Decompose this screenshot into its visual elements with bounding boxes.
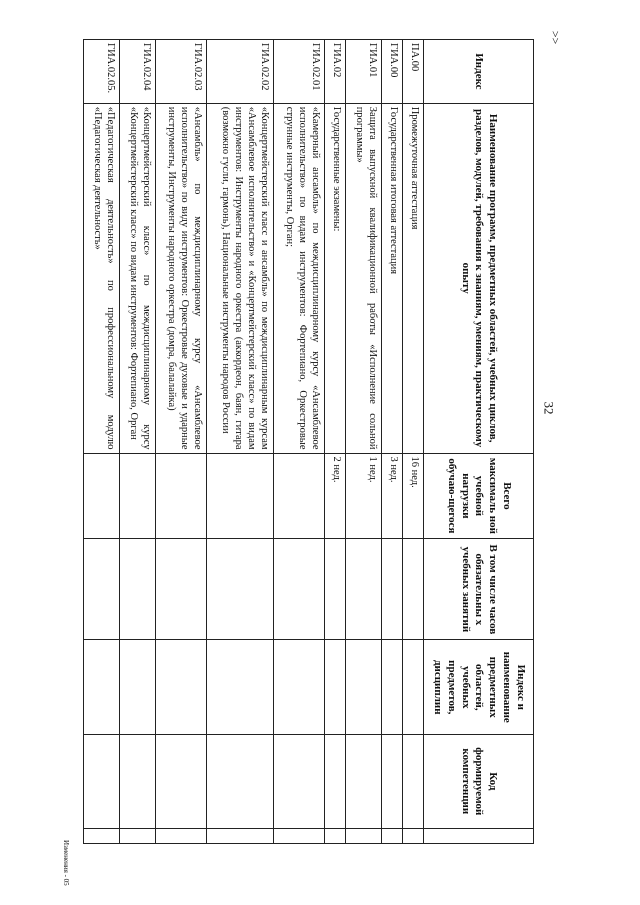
header-code: Код формируемой компетенции xyxy=(424,735,534,828)
row-total xyxy=(207,453,273,539)
row-index: ГИА.02.03 xyxy=(156,40,207,104)
table-header-row xyxy=(424,40,534,844)
header-total: Всего максималь ной учебной нагрузки обучаю-щегося xyxy=(424,453,534,539)
row-index: ПА.00 xyxy=(403,40,424,104)
row-total xyxy=(156,453,207,539)
row-name: Защита выпускной квалификационной работы «Исполнение сольной программы» xyxy=(346,103,382,453)
row-total xyxy=(120,453,156,539)
row-name: Промежуточная аттестация xyxy=(403,103,424,453)
header-extra xyxy=(424,828,534,843)
curriculum-table xyxy=(83,39,534,844)
row-total xyxy=(84,453,120,539)
row-index: ГИА.02.02 xyxy=(207,40,273,104)
table-row xyxy=(120,40,156,844)
table-row xyxy=(325,40,346,844)
row-name: «Камерный ансамбль» по междисциплинарному курсу «Ансамблевое исполнительство» по видам инструментов: Фортепиано, Оркестровые струнные инструменты, Орган; xyxy=(273,103,324,453)
row-index: ГИА.00 xyxy=(382,40,403,104)
row-index: ГИА.01 xyxy=(346,40,382,104)
row-index: ГИА.02.04 xyxy=(120,40,156,104)
table-row xyxy=(346,40,382,844)
row-name: «Ансамбль» по междисциплинарному курсу «Ансамблевое исполнительство» по виду инструментов: Оркестровые духовые и ударные инструменты, Инструменты народного оркестра (домра, балалайка) xyxy=(156,103,207,453)
curriculum-table-wrapper xyxy=(83,39,534,844)
table-row xyxy=(273,40,324,844)
row-index: ГИА.02.05. xyxy=(84,40,120,104)
table-row xyxy=(382,40,403,844)
header-index: Индекс xyxy=(424,40,534,104)
row-name: Государственная итоговая аттестация xyxy=(382,103,403,453)
row-index: ГИА.02 xyxy=(325,40,346,104)
footer-note: Изменения - 05 xyxy=(62,840,70,886)
row-name: «Педагогическая деятельность» по профессиональному модулю «Педагогическая деятельность» xyxy=(84,103,120,453)
header-name: Наименование программ, предметных областей, учебных циклов, разделов, модулей, требования к знаниям, умениям, практическому опыту xyxy=(424,103,534,453)
table-row xyxy=(403,40,424,844)
row-total xyxy=(273,453,324,539)
row-total: 1 нед. xyxy=(346,453,382,539)
row-total: 3 нед. xyxy=(382,453,403,539)
row-index: ГИА.02.01 xyxy=(273,40,324,104)
table-row xyxy=(207,40,273,844)
row-total: 2 нед. xyxy=(325,453,346,539)
row-name: «Концертмейстерский класс и ансамбль» по междисциплинарным курсам «Ансамблевое исполнительство» и «Концертмейстерский класс» по видам инструментов: Инструменты народного оркестра (аккордеон, баян, гитара (возможно гусли, гармонь), Национальные инструменты народов России xyxy=(207,103,273,453)
row-total: 16 нед. xyxy=(403,453,424,539)
header-subj: Индекс и наименование предметных областей, учебных предметов, дисциплин xyxy=(424,640,534,735)
margin-mark: >> xyxy=(548,30,563,45)
table-row xyxy=(84,40,120,844)
table-row xyxy=(156,40,207,844)
row-name: Государственные экзамены: xyxy=(325,103,346,453)
page-number: 32 xyxy=(541,401,557,415)
header-incl: В том числе часов обязательны х учебных занятий xyxy=(424,539,534,640)
row-name: «Концертмейстерский класс» по междисциплинарному курсу «Концертмейстерский класс» по видам инструментов: Фортепиано, Орган xyxy=(120,103,156,453)
